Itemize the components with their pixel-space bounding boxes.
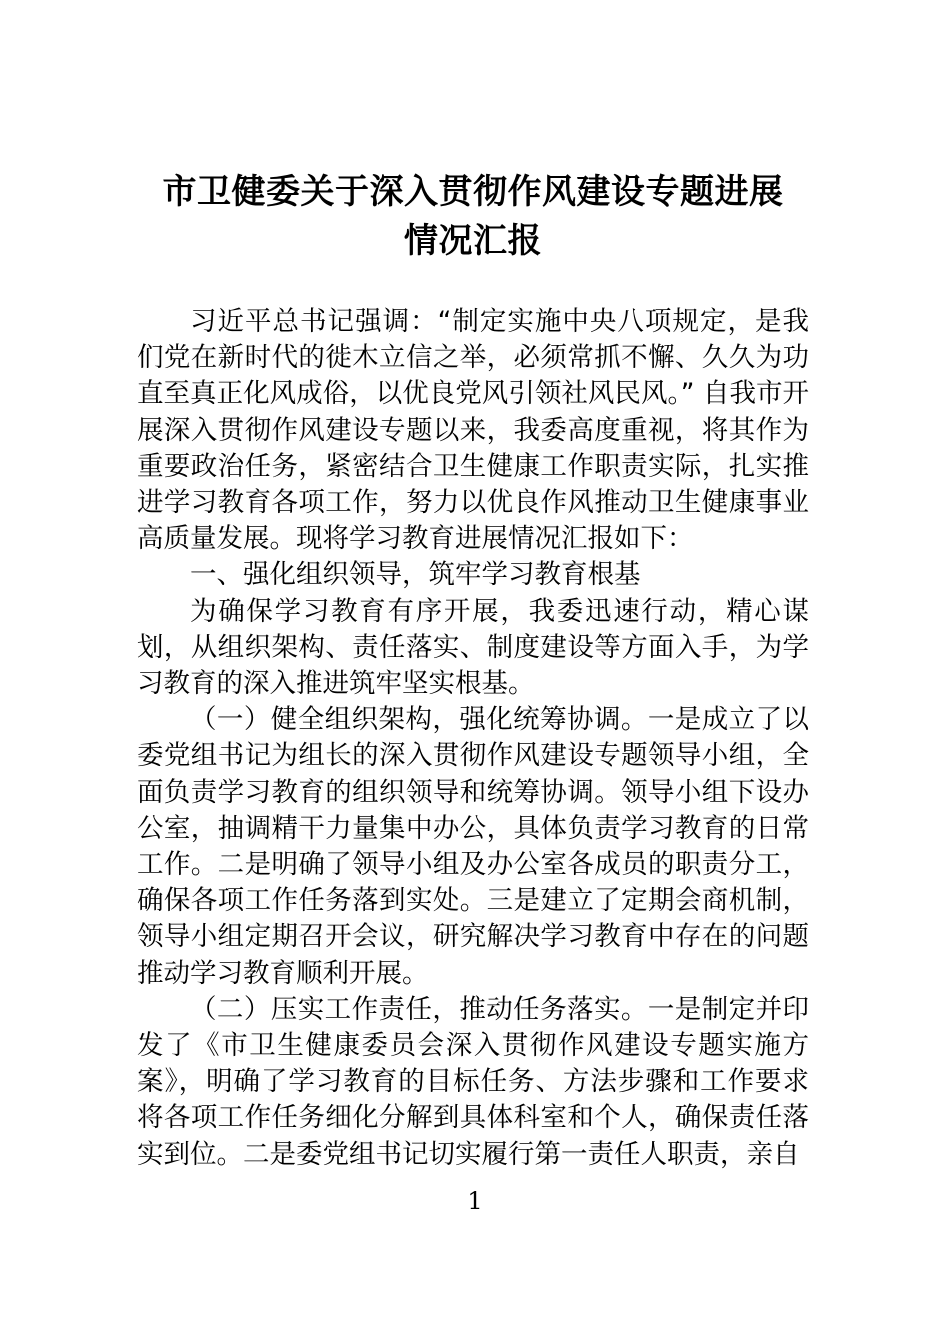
page-content-area	[137, 0, 809, 1173]
document-body	[137, 304, 809, 1173]
paragraph-subsection-two: （二）压实工作责任，推动任务落实。一是制定并印发了《市卫生健康委员会深入贯彻作风建设专题实施方案》，明确了学习教育的目标任务、方法步骤和工作要求将各项工作任务细化分解到具体科室和个人，确保责任落实到位。二是委党组书记切实履行第一责任人职责，亲自	[137, 993, 809, 1170]
document-title-line-1: 市卫健委关于深入贯彻作风建设专题进展	[162, 172, 784, 212]
paragraph-subsection-one: （一）健全组织架构，强化统筹协调。一是成立了以委党组书记为组长的深入贯彻作风建设专题领导小组，全面负责学习教育的组织领导和统筹协调。领导小组下设办公室，抽调精干力量集中办公，具体负责学习教育的日常工作。二是明确了领导小组及办公室各成员的职责分工，确保各项工作任务落到实处。三是建立了定期会商机制，领导小组定期召开会议，研究解决学习教育中存在的问题推动学习教育顺利开展。	[137, 704, 809, 989]
page-number: 1	[467, 1187, 483, 1215]
paragraph-section-one-intro: 为确保学习教育有序开展，我委迅速行动，精心谋划，从组织架构、责任落实、制度建设等方面入手，为学习教育的深入推进筑牢坚实根基。	[137, 595, 809, 700]
document-title	[137, 0, 809, 266]
paragraph-opening-quote: 习近平总书记强调：“制定实施中央八项规定，是我们党在新时代的徙木立信之举，必须常抓不懈、久久为功直至真正化风成俗，以优良党风引领社风民风。” 自我市开展深入贯彻作风建设专题以来，我委高度重视，将其作为重要政治任务，紧密结合卫生健康工作职责实际，扎实推进学习教育各项工作，努力以优良作风推动卫生健康事业高质量发展。现将学习教育进展情况汇报如下：	[137, 306, 809, 555]
document-title-line-2: 情况汇报	[404, 221, 542, 261]
heading-section-one: 一、强化组织领导，筑牢学习教育根基	[190, 559, 641, 591]
